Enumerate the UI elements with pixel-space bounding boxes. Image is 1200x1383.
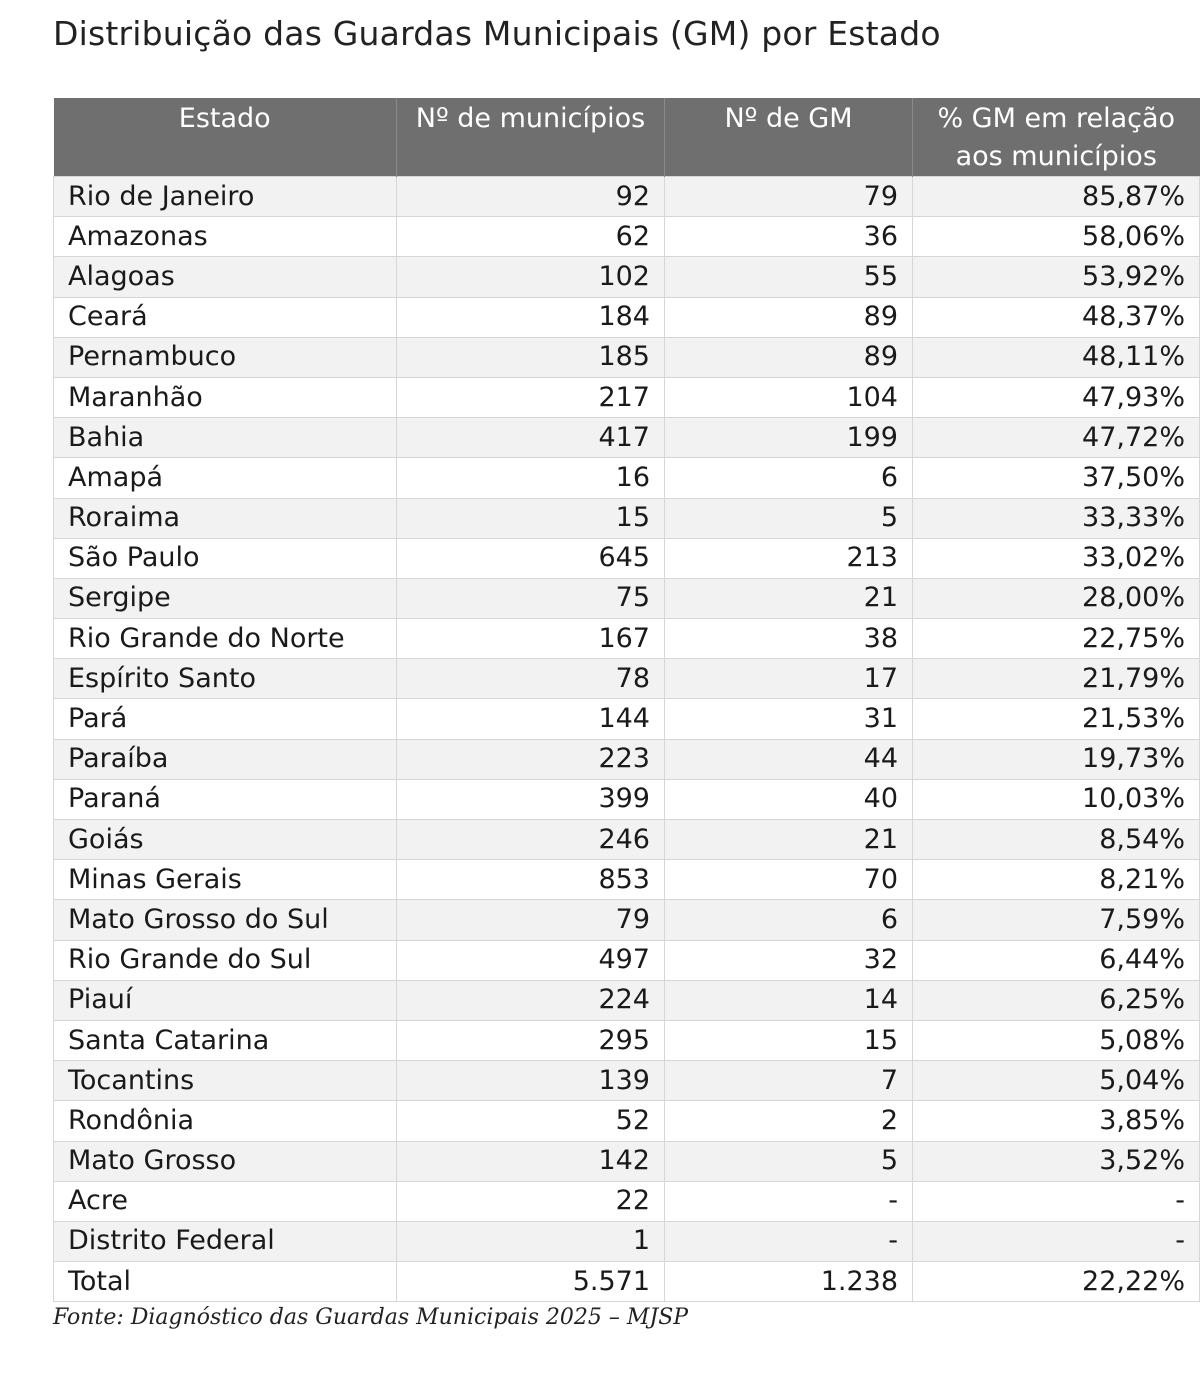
cell-num-gm: 104 [665,377,913,417]
cell-pct-gm: - [913,1181,1200,1221]
cell-num-municipios: 295 [397,1020,665,1060]
cell-num-municipios: 15 [397,498,665,538]
cell-estado: Santa Catarina [54,1020,397,1060]
cell-estado: São Paulo [54,538,397,578]
cell-estado: Rondônia [54,1101,397,1141]
cell-num-municipios: 139 [397,1061,665,1101]
table-row [54,1020,1200,1060]
cell-pct-gm: 7,59% [913,900,1200,940]
cell-pct-gm: 47,93% [913,377,1200,417]
cell-pct-gm: 3,52% [913,1141,1200,1181]
cell-num-municipios: 399 [397,779,665,819]
cell-num-gm: - [665,1221,913,1261]
cell-pct-gm: 10,03% [913,779,1200,819]
cell-num-gm: 6 [665,900,913,940]
table-row [54,1101,1200,1141]
cell-pct-gm: 48,11% [913,337,1200,377]
table-row [54,820,1200,860]
cell-num-gm: 14 [665,980,913,1020]
cell-num-gm: 55 [665,257,913,297]
cell-num-municipios: 497 [397,940,665,980]
cell-num-gm: 21 [665,820,913,860]
cell-num-gm: 31 [665,699,913,739]
cell-estado: Total [54,1262,397,1302]
cell-num-gm: 1.238 [665,1262,913,1302]
cell-num-municipios: 16 [397,458,665,498]
cell-num-municipios: 1 [397,1221,665,1261]
cell-estado: Distrito Federal [54,1221,397,1261]
cell-pct-gm: 3,85% [913,1101,1200,1141]
cell-num-gm: 70 [665,860,913,900]
table-body [54,177,1200,1302]
table-row [54,980,1200,1020]
cell-estado: Minas Gerais [54,860,397,900]
cell-pct-gm: 5,04% [913,1061,1200,1101]
cell-num-gm: 38 [665,619,913,659]
cell-estado: Ceará [54,297,397,337]
cell-num-gm: 15 [665,1020,913,1060]
table-row [54,1181,1200,1221]
cell-pct-gm: 5,08% [913,1020,1200,1060]
cell-num-municipios: 79 [397,900,665,940]
header-num-gm: Nº de GM [665,98,913,177]
table-row [54,779,1200,819]
cell-estado: Mato Grosso [54,1141,397,1181]
cell-num-gm: 213 [665,538,913,578]
cell-estado: Pará [54,699,397,739]
cell-pct-gm: 8,54% [913,820,1200,860]
cell-num-gm: - [665,1181,913,1221]
cell-estado: Acre [54,1181,397,1221]
cell-pct-gm: 33,02% [913,538,1200,578]
cell-num-municipios: 92 [397,177,665,217]
cell-estado: Alagoas [54,257,397,297]
cell-num-gm: 2 [665,1101,913,1141]
gm-distribution-table [53,98,1200,1302]
cell-pct-gm: 8,21% [913,860,1200,900]
total-row [54,1262,1200,1302]
table-row [54,538,1200,578]
cell-num-municipios: 417 [397,418,665,458]
header-estado: Estado [54,98,397,177]
table-row [54,1061,1200,1101]
table-row [54,458,1200,498]
cell-num-municipios: 184 [397,297,665,337]
cell-num-municipios: 167 [397,619,665,659]
cell-estado: Tocantins [54,1061,397,1101]
cell-num-municipios: 62 [397,217,665,257]
cell-pct-gm: 53,92% [913,257,1200,297]
header-num-municipios: Nº de municípios [397,98,665,177]
cell-estado: Amazonas [54,217,397,257]
table-row [54,578,1200,618]
table-row [54,377,1200,417]
cell-num-gm: 5 [665,1141,913,1181]
cell-num-municipios: 185 [397,337,665,377]
cell-pct-gm: 21,79% [913,659,1200,699]
table-row [54,619,1200,659]
cell-num-municipios: 142 [397,1141,665,1181]
table-row [54,940,1200,980]
cell-estado: Paraíba [54,739,397,779]
cell-pct-gm: 22,22% [913,1262,1200,1302]
cell-estado: Espírito Santo [54,659,397,699]
source-note: Fonte: Diagnóstico das Guardas Municipais 2025 – MJSP [53,1305,689,1330]
table-row [54,659,1200,699]
cell-estado: Pernambuco [54,337,397,377]
cell-num-gm: 17 [665,659,913,699]
cell-estado: Roraima [54,498,397,538]
table-row [54,177,1200,217]
cell-pct-gm: - [913,1221,1200,1261]
cell-estado: Piauí [54,980,397,1020]
cell-pct-gm: 28,00% [913,578,1200,618]
cell-num-municipios: 78 [397,659,665,699]
cell-pct-gm: 58,06% [913,217,1200,257]
cell-pct-gm: 47,72% [913,418,1200,458]
cell-pct-gm: 22,75% [913,619,1200,659]
table-row [54,739,1200,779]
cell-num-municipios: 22 [397,1181,665,1221]
table-row [54,900,1200,940]
cell-num-municipios: 5.571 [397,1262,665,1302]
table-row [54,699,1200,739]
cell-num-gm: 5 [665,498,913,538]
cell-num-municipios: 224 [397,980,665,1020]
cell-estado: Rio Grande do Norte [54,619,397,659]
cell-num-municipios: 144 [397,699,665,739]
cell-num-municipios: 52 [397,1101,665,1141]
cell-estado: Bahia [54,418,397,458]
cell-pct-gm: 33,33% [913,498,1200,538]
cell-num-municipios: 102 [397,257,665,297]
table-row [54,1141,1200,1181]
cell-pct-gm: 19,73% [913,739,1200,779]
cell-pct-gm: 21,53% [913,699,1200,739]
header-pct-gm: % GM em relação aos municípios [913,98,1200,177]
cell-num-gm: 40 [665,779,913,819]
cell-estado: Sergipe [54,578,397,618]
table-row [54,257,1200,297]
cell-pct-gm: 6,25% [913,980,1200,1020]
cell-num-municipios: 645 [397,538,665,578]
cell-pct-gm: 48,37% [913,297,1200,337]
table-row [54,217,1200,257]
cell-estado: Amapá [54,458,397,498]
cell-num-gm: 89 [665,297,913,337]
table-row [54,297,1200,337]
cell-num-municipios: 217 [397,377,665,417]
cell-num-municipios: 75 [397,578,665,618]
cell-num-municipios: 246 [397,820,665,860]
cell-num-gm: 21 [665,578,913,618]
page-title: Distribuição das Guardas Municipais (GM) por Estado [53,14,941,53]
cell-num-gm: 6 [665,458,913,498]
table-row [54,860,1200,900]
cell-num-gm: 79 [665,177,913,217]
cell-num-gm: 44 [665,739,913,779]
cell-estado: Paraná [54,779,397,819]
cell-num-gm: 32 [665,940,913,980]
cell-estado: Goiás [54,820,397,860]
table-row [54,498,1200,538]
cell-pct-gm: 6,44% [913,940,1200,980]
cell-estado: Rio Grande do Sul [54,940,397,980]
cell-estado: Maranhão [54,377,397,417]
cell-num-gm: 89 [665,337,913,377]
cell-num-municipios: 223 [397,739,665,779]
table-header-row [54,98,1200,177]
cell-pct-gm: 85,87% [913,177,1200,217]
cell-estado: Rio de Janeiro [54,177,397,217]
cell-pct-gm: 37,50% [913,458,1200,498]
cell-num-gm: 199 [665,418,913,458]
table-row [54,337,1200,377]
cell-num-municipios: 853 [397,860,665,900]
table-row [54,1221,1200,1261]
cell-estado: Mato Grosso do Sul [54,900,397,940]
table-row [54,418,1200,458]
cell-num-gm: 36 [665,217,913,257]
cell-num-gm: 7 [665,1061,913,1101]
